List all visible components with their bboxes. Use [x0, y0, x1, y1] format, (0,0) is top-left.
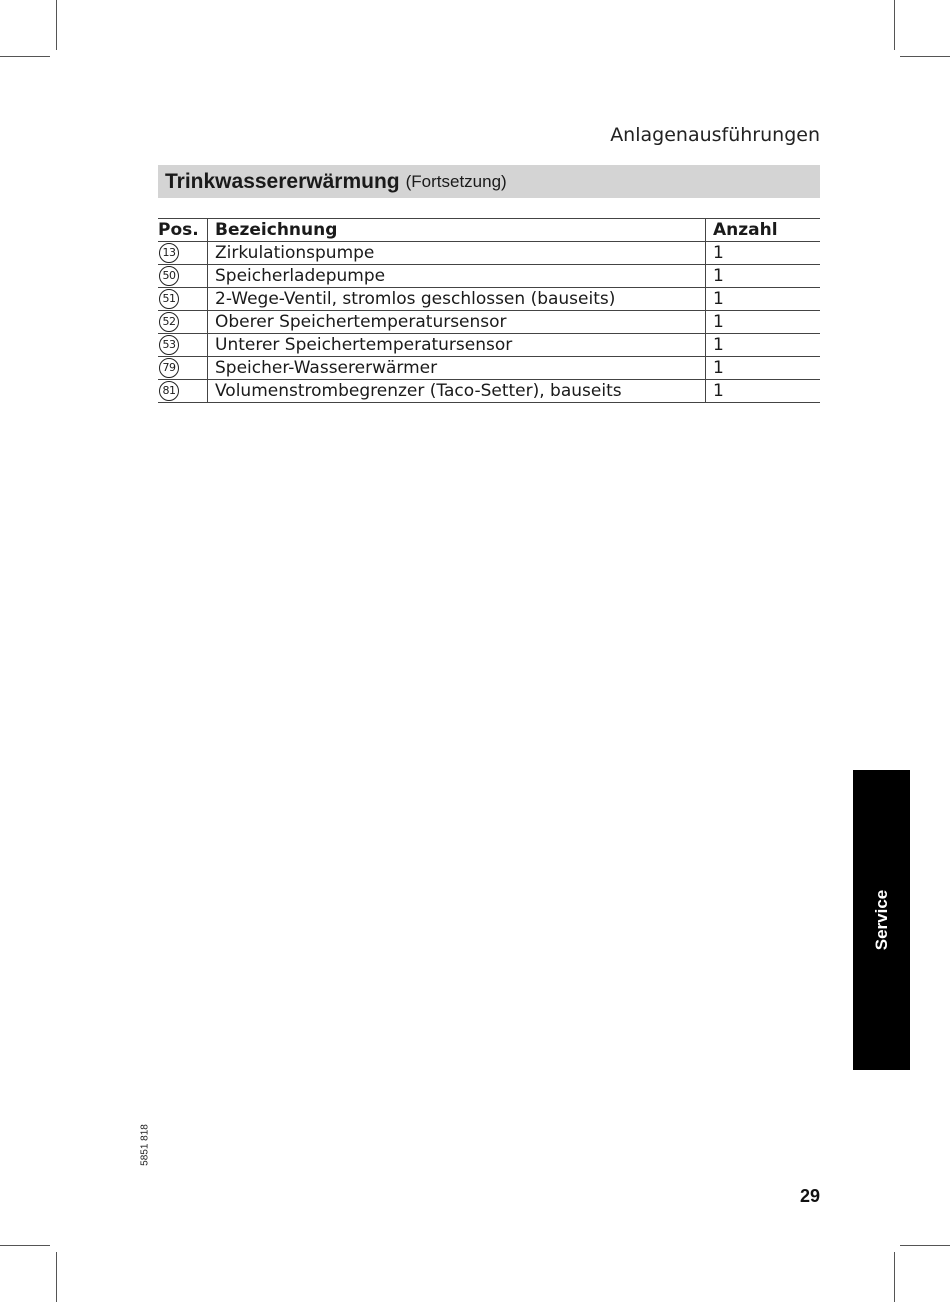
pos-cell	[158, 334, 208, 357]
name-cell: Unterer Speichertemperatursensor	[208, 334, 706, 357]
name-cell: Speicherladepumpe	[208, 265, 706, 288]
document-number: 5851 818	[139, 1124, 151, 1166]
name-cell: Volumenstrombegrenzer (Taco-Setter), bauseits	[208, 380, 706, 403]
position-number: 81	[159, 381, 179, 401]
page-number: 29	[799, 1186, 820, 1206]
title-bar	[158, 165, 820, 198]
position-number: 52	[159, 312, 179, 332]
table-header-row	[158, 219, 820, 242]
position-number: 79	[159, 358, 179, 378]
position-number: 53	[159, 335, 179, 355]
pos-cell	[158, 380, 208, 403]
column-header-pos: Pos.	[158, 219, 208, 242]
crop-mark-bottom-left-horizontal	[0, 1245, 50, 1246]
pos-cell	[158, 242, 208, 265]
name-cell: Zirkulationspumpe	[208, 242, 706, 265]
table-row	[158, 334, 820, 357]
name-cell: 2-Wege-Ventil, stromlos geschlossen (bauseits)	[208, 288, 706, 311]
crop-mark-bottom-right-horizontal	[900, 1245, 950, 1246]
pos-cell	[158, 357, 208, 380]
crop-mark-top-left-horizontal	[0, 56, 50, 57]
crop-mark-top-left-vertical	[56, 0, 57, 50]
position-number: 13	[159, 243, 179, 263]
qty-cell: 1	[706, 380, 821, 403]
crop-mark-bottom-right-vertical	[894, 1252, 895, 1302]
column-header-qty: Anzahl	[706, 219, 821, 242]
table-row	[158, 357, 820, 380]
table-row	[158, 311, 820, 334]
table-row	[158, 380, 820, 403]
qty-cell: 1	[706, 288, 821, 311]
name-cell: Oberer Speichertemperatursensor	[208, 311, 706, 334]
position-number: 50	[159, 266, 179, 286]
table-row	[158, 265, 820, 288]
table-row	[158, 288, 820, 311]
crop-mark-top-right-horizontal	[900, 56, 950, 57]
position-number: 51	[159, 289, 179, 309]
qty-cell: 1	[706, 311, 821, 334]
section-header: Anlagenausführungen	[610, 124, 820, 146]
service-tab-label: Service	[871, 889, 891, 951]
page-title: Trinkwassererwärmung	[165, 169, 400, 193]
pos-cell	[158, 265, 208, 288]
qty-cell: 1	[706, 357, 821, 380]
crop-mark-top-right-vertical	[894, 0, 895, 50]
crop-mark-bottom-left-vertical	[56, 1252, 57, 1302]
table-row	[158, 242, 820, 265]
qty-cell: 1	[706, 242, 821, 265]
column-header-name: Bezeichnung	[208, 219, 706, 242]
service-tab	[853, 770, 910, 1070]
pos-cell	[158, 288, 208, 311]
name-cell: Speicher-Wassererwärmer	[208, 357, 706, 380]
qty-cell: 1	[706, 265, 821, 288]
parts-table	[158, 218, 820, 403]
page-subtitle: (Fortsetzung)	[405, 171, 507, 191]
qty-cell: 1	[706, 334, 821, 357]
pos-cell	[158, 311, 208, 334]
